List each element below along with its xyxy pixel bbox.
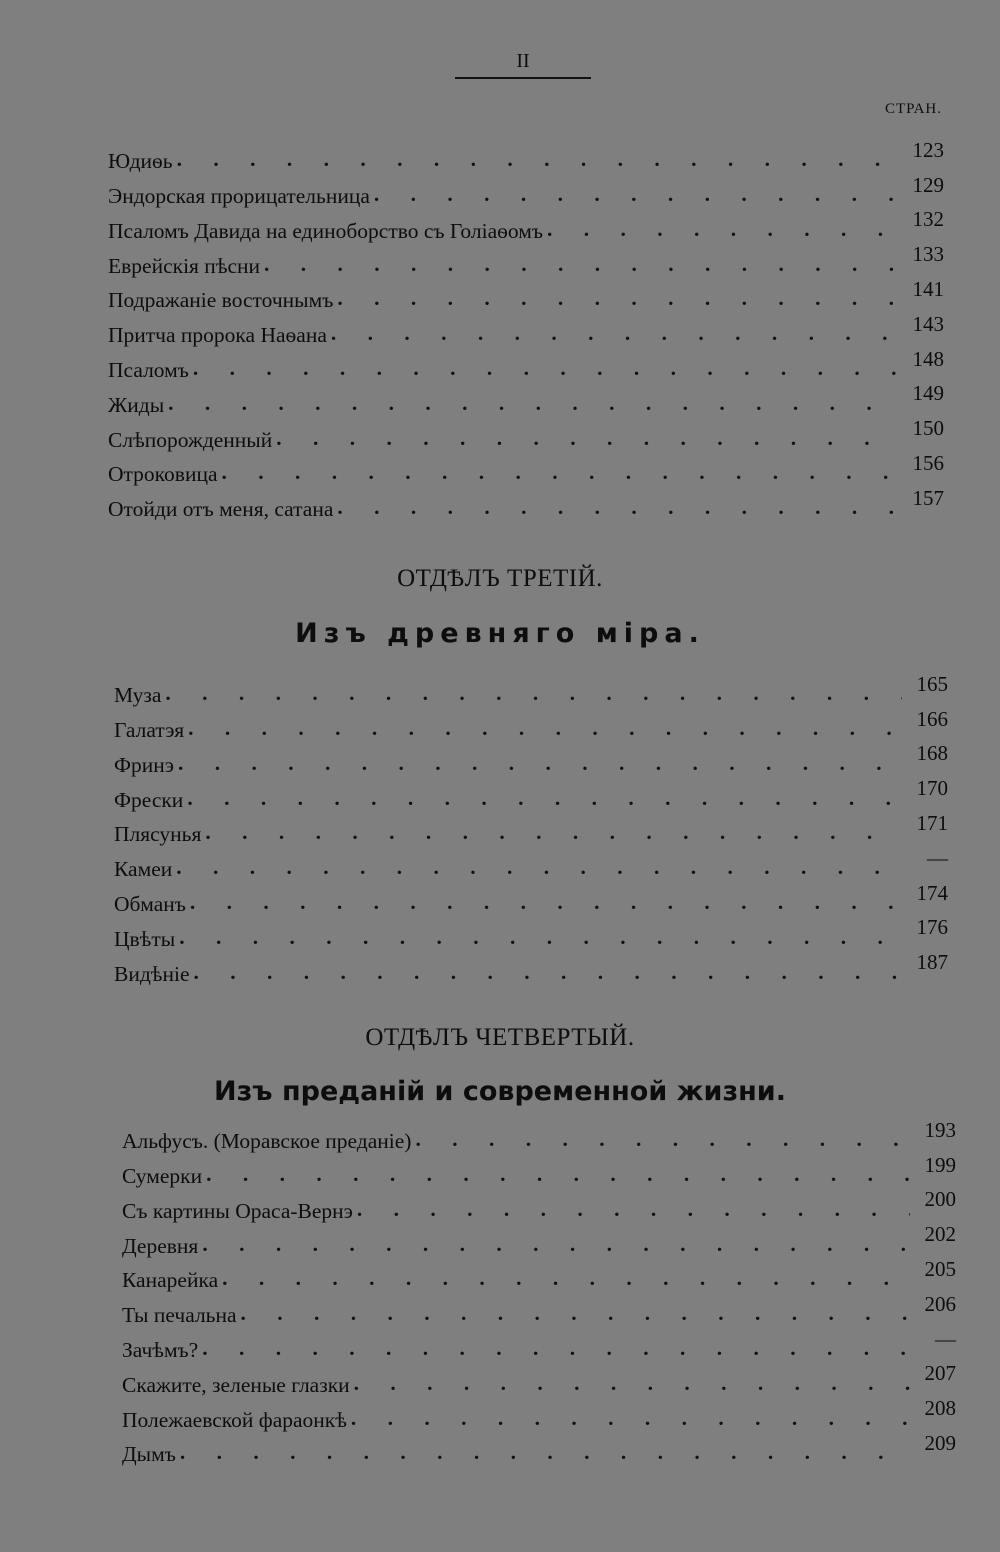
- dot-leader: [193, 358, 898, 382]
- section-4-label: ОТДѢЛЪ ЧЕТВЕРТЫЙ.: [365, 1024, 635, 1051]
- toc-entry-page: 123: [912, 137, 944, 162]
- toc-entry-page: 165: [916, 671, 948, 696]
- dot-leader: [374, 184, 898, 208]
- toc-entry-title: Скажите, зеленые глазки: [122, 1372, 350, 1397]
- toc-entry-title: Слѣпорожденный: [108, 427, 273, 452]
- toc-entry: [108, 242, 944, 277]
- toc-entry-title: Сумерки: [122, 1164, 203, 1189]
- section-4-title: Изъ преданій и современной жизни.: [214, 1076, 786, 1107]
- toc-entry: [114, 672, 948, 707]
- toc-list-section-4: [122, 1118, 956, 1466]
- toc-entry: [114, 776, 948, 811]
- section-3-label: ОТДѢЛЪ ТРЕТІЙ.: [397, 565, 603, 592]
- toc-entry: [108, 208, 944, 243]
- toc-entry: [114, 707, 948, 742]
- toc-entry-page: 199: [924, 1152, 956, 1177]
- toc-entry: [114, 916, 948, 951]
- dot-leader: [351, 1408, 910, 1432]
- toc-entry-title: Псаломъ: [108, 358, 189, 383]
- toc-entry: [108, 138, 944, 173]
- toc-entry-title: Еврейскія пѣсни: [108, 253, 261, 278]
- toc-entry-page: 205: [924, 1256, 956, 1281]
- toc-entry: [122, 1188, 956, 1223]
- toc-entry-page: 170: [916, 776, 948, 801]
- toc-entry: [122, 1257, 956, 1292]
- dot-leader: [222, 1268, 910, 1292]
- dot-leader: [178, 753, 902, 777]
- toc-entry: [108, 312, 944, 347]
- dot-leader: [202, 1338, 910, 1362]
- toc-entry-page: 156: [912, 450, 944, 475]
- toc-entry-title: Полежаевской фараонкѣ: [122, 1407, 347, 1432]
- toc-entry-page: —: [927, 845, 948, 870]
- toc-entry: [114, 950, 948, 985]
- toc-entry: [114, 846, 948, 881]
- dot-leader: [177, 149, 898, 173]
- toc-entry-page: 157: [912, 485, 944, 510]
- dot-leader: [180, 1442, 910, 1466]
- dot-leader: [337, 288, 898, 312]
- toc-entry-title: Фрески: [114, 787, 184, 812]
- toc-entry-title: Канарейка: [122, 1268, 219, 1293]
- toc-entry-title: Муза: [114, 683, 162, 708]
- dot-leader: [176, 857, 902, 881]
- dot-leader: [179, 927, 902, 951]
- toc-entry-page: 133: [912, 242, 944, 267]
- toc-entry-title: Притча пророка Наѳана: [108, 323, 327, 348]
- dot-leader: [547, 219, 898, 243]
- dot-leader: [190, 892, 902, 916]
- toc-entry: [108, 486, 944, 521]
- page-number: II: [455, 50, 591, 79]
- section-3-title: Изъ древняго міра.: [295, 618, 705, 649]
- toc-entry-title: Подражаніе восточнымъ: [108, 288, 334, 313]
- toc-entry-page: —: [935, 1326, 956, 1351]
- toc-entry-page: 176: [916, 915, 948, 940]
- toc-entry-title: Псаломъ Давида на единоборство съ Голіаѳомъ: [108, 218, 543, 243]
- toc-entry-title: Цвѣты: [114, 926, 176, 951]
- toc-entry-title: Камеи: [114, 857, 173, 882]
- dot-leader: [241, 1303, 910, 1327]
- toc-entry: [122, 1396, 956, 1431]
- toc-entry: [108, 382, 944, 417]
- dot-leader: [276, 428, 898, 452]
- toc-entry: [108, 416, 944, 451]
- toc-entry-title: Зачѣмъ?: [122, 1338, 199, 1363]
- toc-entry: [122, 1153, 956, 1188]
- toc-entry-title: Альфусъ. (Моравское преданіе): [122, 1129, 412, 1154]
- toc-entry-page: 129: [912, 172, 944, 197]
- toc-entry-title: Эндорская прорицательница: [108, 184, 370, 209]
- toc-entry-title: Деревня: [122, 1233, 199, 1258]
- dot-leader: [168, 393, 898, 417]
- toc-entry-page: 141: [912, 276, 944, 301]
- dot-leader: [354, 1373, 910, 1397]
- toc-entry: [108, 347, 944, 382]
- toc-entry-title: Фринэ: [114, 752, 174, 777]
- dot-leader: [193, 962, 902, 986]
- toc-entry-page: 166: [916, 706, 948, 731]
- dot-leader: [222, 462, 899, 486]
- toc-entry: [122, 1222, 956, 1257]
- toc-entry-page: 143: [912, 311, 944, 336]
- dot-leader: [188, 718, 902, 742]
- toc-entry-page: 132: [912, 207, 944, 232]
- toc-entry-title: Дымъ: [122, 1442, 176, 1467]
- toc-entry: [108, 451, 944, 486]
- toc-entry-title: Обманъ: [114, 892, 186, 917]
- dot-leader: [331, 323, 898, 347]
- toc-entry: [114, 811, 948, 846]
- toc-entry: [122, 1362, 956, 1397]
- toc-entry-title: Ты печальна: [122, 1303, 237, 1328]
- toc-entry-title: Юдиѳь: [108, 149, 173, 174]
- toc-entry-title: Галатэя: [114, 718, 185, 743]
- toc-entry-page: 200: [924, 1187, 956, 1212]
- dot-leader: [205, 822, 902, 846]
- toc-entry-title: Отроковица: [108, 462, 218, 487]
- page-column-header: СТРАН.: [884, 101, 942, 117]
- toc-entry-page: 168: [916, 741, 948, 766]
- toc-entry: [122, 1118, 956, 1153]
- toc-entry-title: Съ картины Ораса-Вернэ: [122, 1198, 353, 1223]
- toc-entry: [122, 1292, 956, 1327]
- dot-leader: [264, 254, 898, 278]
- toc-entry: [108, 173, 944, 208]
- toc-entry-title: Видѣніе: [114, 961, 190, 986]
- toc-entry: [122, 1327, 956, 1362]
- toc-entry-page: 174: [916, 880, 948, 905]
- toc-entry-page: 149: [912, 381, 944, 406]
- toc-entry-page: 193: [924, 1117, 956, 1142]
- toc-entry: [114, 742, 948, 777]
- dot-leader: [187, 788, 902, 812]
- dot-leader: [165, 683, 902, 707]
- toc-entry: [114, 881, 948, 916]
- toc-entry-title: Плясунья: [114, 822, 202, 847]
- dot-leader: [202, 1234, 910, 1258]
- toc-entry-page: 208: [924, 1396, 956, 1421]
- toc-entry-page: 187: [916, 950, 948, 975]
- dot-leader: [206, 1164, 910, 1188]
- toc-entry-page: 207: [924, 1361, 956, 1386]
- toc-entry-page: 171: [916, 810, 948, 835]
- toc-entry-title: Жиды: [108, 392, 165, 417]
- toc-entry-page: 202: [924, 1222, 956, 1247]
- toc-list-section-3: [114, 672, 948, 985]
- dot-leader: [357, 1199, 910, 1223]
- toc-list-section-2: [108, 138, 944, 521]
- toc-entry-page: 150: [912, 416, 944, 441]
- toc-entry-page: 209: [924, 1430, 956, 1455]
- dot-leader: [337, 497, 898, 521]
- toc-entry-title: Отойди отъ меня, сатана: [108, 497, 334, 522]
- toc-entry: [122, 1431, 956, 1466]
- toc-entry: [108, 277, 944, 312]
- toc-entry-page: 206: [924, 1291, 956, 1316]
- dot-leader: [415, 1129, 910, 1153]
- toc-entry-page: 148: [912, 346, 944, 371]
